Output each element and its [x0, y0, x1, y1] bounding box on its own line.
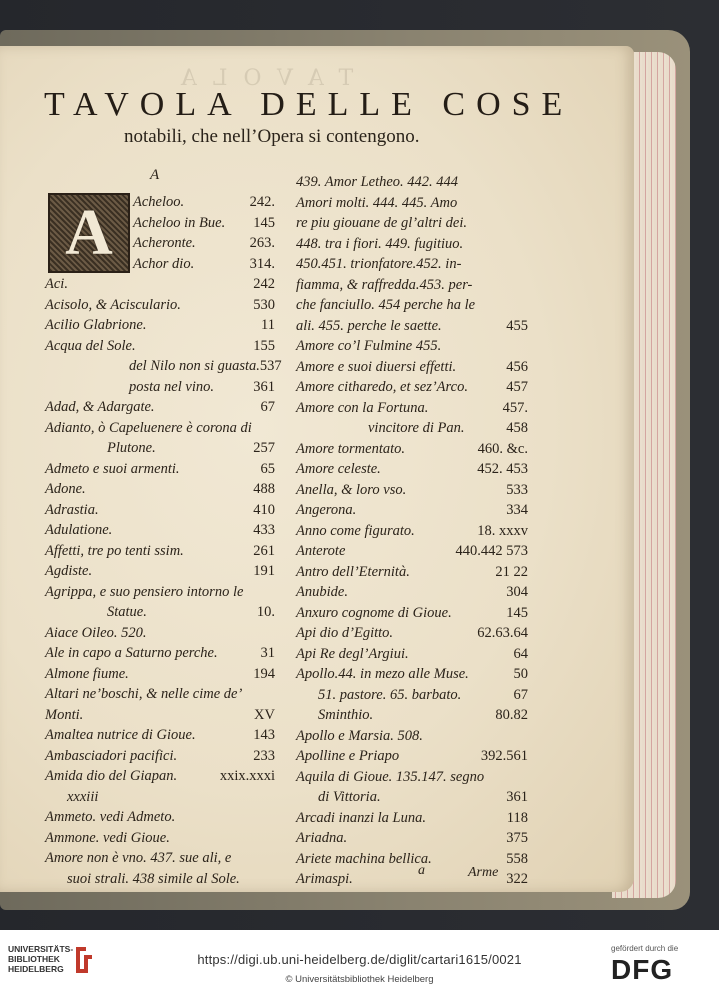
index-entry — [67, 787, 275, 807]
entry-text: Altari ne’boschi, & nelle cime de’ — [45, 686, 243, 702]
index-entry — [45, 725, 275, 745]
index-entry — [45, 664, 275, 684]
index-entry — [296, 603, 528, 623]
entry-page-number: 304 — [506, 584, 528, 600]
entry-page-number: 67 — [513, 686, 528, 703]
entry-text: Acisolo, & Acisculario. — [45, 296, 181, 313]
entry-page-number: 242. — [249, 194, 275, 210]
index-entry — [296, 275, 528, 295]
entry-text: Aiace Oileo. 520. — [45, 624, 147, 641]
entry-text: re piu giouane de gl’altri dei. — [296, 215, 468, 231]
page-subtitle: notabili, che nell’Opera si contengono. — [124, 126, 420, 147]
entry-text: Anella, & loro vso. — [296, 481, 407, 498]
index-entry — [45, 561, 275, 581]
entry-text: che fanciullo. 454 perche ha le — [296, 297, 476, 313]
entry-page-number: 67 — [260, 399, 275, 415]
entry-text: 448. tra i fiori. 449. fugitiuo. — [296, 235, 464, 252]
entry-page-number: 21 22 — [495, 563, 528, 580]
entry-page-number: 361 — [253, 378, 275, 395]
entry-text: Ariadna. — [296, 830, 348, 846]
entry-page-number: 18. xxxv — [477, 522, 528, 539]
entry-text: Api dio d’Egitto. — [296, 625, 394, 641]
entry-page-number: 155 — [253, 337, 275, 354]
funded-by-label: gefördert durch die — [611, 944, 679, 953]
index-entry — [45, 315, 275, 335]
index-entry — [296, 234, 528, 254]
index-entry — [45, 807, 275, 827]
entry-text: Adad, & Adargate. — [45, 399, 155, 415]
index-entry — [133, 254, 275, 274]
entry-page-number: 530 — [253, 296, 275, 313]
entry-text: Amore con la Fortuna. — [296, 399, 429, 416]
entry-text: Agdiste. — [45, 563, 93, 579]
entry-page-number: 50 — [513, 666, 528, 682]
entry-text: Plutone. — [107, 440, 156, 456]
entry-text: Ariete machina bellica. — [296, 850, 432, 867]
entry-text: Ammone. vedi Gioue. — [45, 829, 170, 846]
copyright-notice: © Universitätsbibliothek Heidelberg — [285, 974, 434, 985]
index-entry — [296, 193, 528, 213]
entry-text: Amori molti. 444. 445. Amo — [296, 194, 458, 211]
entry-page-number: 242 — [253, 276, 275, 292]
index-entry — [296, 439, 528, 459]
index-entry — [45, 766, 275, 786]
entry-text: Affetti, tre po tenti ssim. — [45, 542, 184, 559]
index-entry — [45, 479, 275, 499]
index-entry — [296, 623, 528, 643]
entry-text: Amida dio del Giapan. — [45, 768, 178, 784]
entry-text: Anubide. — [296, 584, 348, 600]
index-entry — [45, 418, 275, 438]
entry-text: Adone. — [45, 481, 86, 497]
index-entry — [318, 787, 528, 807]
index-entry — [296, 808, 528, 828]
section-letter: A — [150, 167, 160, 183]
entry-text: vincitore di Pan. — [368, 420, 465, 436]
permalink-url[interactable]: https://digi.ub.uni-heidelberg.de/diglit/cartari1615/0021 — [197, 952, 522, 967]
index-entry — [296, 746, 528, 766]
entry-page-number: 334 — [506, 502, 528, 518]
index-entry — [129, 377, 275, 397]
entry-text: Angerona. — [296, 502, 357, 518]
index-entry — [45, 459, 275, 479]
index-entry — [45, 705, 275, 725]
index-entry — [45, 684, 275, 704]
index-entry — [296, 316, 528, 336]
entry-text: Anterote — [296, 543, 346, 559]
index-entry — [296, 582, 528, 602]
index-entry — [296, 664, 528, 684]
entry-text: Statue. — [107, 604, 147, 620]
entry-page-number: 456 — [506, 358, 528, 375]
entry-page-number: 558 — [506, 850, 528, 867]
index-entry — [296, 480, 528, 500]
initial-letter: A — [65, 196, 113, 269]
entry-page-number: 537 — [259, 358, 282, 374]
index-entry — [133, 192, 275, 212]
entry-text: Ambasciadori pacifici. — [45, 747, 178, 764]
index-entry — [296, 377, 528, 397]
entry-text: Adianto, ò Capeluenere è corona di — [45, 419, 252, 436]
index-entry — [296, 172, 528, 192]
dfg-logo[interactable]: DFG — [611, 954, 674, 985]
entry-page-number: 261 — [253, 542, 275, 559]
entry-text: Arcadi inanzi la Luna. — [296, 809, 426, 826]
entry-text: Aquila di Gioue. 135.147. segno — [296, 768, 485, 785]
entry-page-number: 11 — [261, 317, 275, 333]
entry-page-number: 65 — [260, 460, 275, 477]
entry-text: Amore non è vno. 437. sue ali, e — [45, 850, 232, 866]
entry-text: Anno come figurato. — [296, 522, 415, 539]
index-entry — [45, 520, 275, 540]
entry-text: del Nilo non si guasta. — [129, 358, 260, 374]
entry-page-number: 392.561 — [480, 748, 528, 764]
entry-text: Monti. — [45, 706, 84, 723]
entry-text: Amaltea nutrice di Gioue. — [45, 727, 196, 743]
index-entry — [129, 356, 282, 376]
index-entry — [45, 643, 275, 663]
entry-page-number: 80.82 — [495, 707, 528, 723]
index-entry — [296, 521, 528, 541]
index-entry — [296, 398, 528, 418]
signature-mark: a — [418, 863, 425, 878]
index-entry — [133, 233, 275, 253]
entry-page-number: 410 — [253, 501, 275, 518]
entry-text: Anxuro cognome di Gioue. — [296, 604, 452, 621]
entry-page-number: 257 — [253, 440, 275, 456]
index-entry — [107, 602, 275, 622]
index-entry — [296, 767, 528, 787]
entry-page-number: 145 — [506, 604, 528, 621]
index-entry — [67, 869, 275, 889]
logo-text-line: UNIVERSITÄTS- — [8, 944, 74, 954]
entry-page-number: 375 — [506, 830, 528, 846]
index-entry — [45, 828, 275, 848]
index-entry — [45, 336, 275, 356]
entry-text: Antro dell’Eternità. — [296, 563, 410, 580]
entry-page-number: 145 — [253, 214, 275, 231]
entry-text: 439. Amor Letheo. 442. 444 — [296, 174, 459, 190]
entry-text: Acilio Glabrione. — [45, 317, 147, 333]
entry-page-number: 460. &c. — [477, 440, 528, 457]
entry-page-number: XV — [254, 706, 275, 723]
entry-page-number: 457 — [506, 379, 528, 395]
entry-page-number: xxix.xxxi — [219, 768, 275, 784]
entry-text: Ale in capo a Saturno perche. — [45, 645, 218, 661]
index-entry — [296, 726, 528, 746]
index-entry — [296, 828, 528, 848]
entry-text: Amore citharedo, et sez’Arco. — [296, 379, 468, 395]
index-entry — [45, 848, 275, 868]
index-entry — [45, 274, 275, 294]
index-entry — [296, 459, 528, 479]
entry-page-number: 322 — [506, 871, 528, 887]
entry-text: Arimaspi. — [296, 871, 353, 887]
index-entry — [296, 562, 528, 582]
index-entry — [296, 541, 528, 561]
entry-text: Apolline e Priapo — [296, 748, 400, 764]
index-entry — [296, 254, 528, 274]
entry-text: xxxiii — [67, 788, 99, 805]
entry-page-number: 194 — [253, 665, 275, 682]
entry-page-number: 10. — [256, 604, 275, 620]
index-entry — [318, 685, 528, 705]
entry-page-number: 433 — [253, 522, 275, 538]
entry-page-number: 457. — [502, 399, 528, 416]
entry-text: Almone fiume. — [45, 665, 129, 682]
entry-text: Acheloo in Bue. — [133, 214, 226, 231]
entry-page-number: 233 — [253, 747, 275, 764]
logo-text-line: HEIDELBERG — [8, 964, 64, 974]
index-entry — [133, 213, 275, 233]
index-entry — [45, 295, 275, 315]
entry-text: Acheloo. — [133, 194, 185, 210]
index-entry — [107, 438, 275, 458]
entry-page-number: 118 — [506, 809, 528, 826]
entry-text: Acqua del Sole. — [45, 337, 136, 354]
entry-text: Amore celeste. — [296, 461, 381, 477]
bleed-through-text: TAVOLA — [165, 66, 354, 91]
decorated-initial — [48, 193, 130, 273]
entry-page-number: 455 — [506, 317, 528, 334]
index-entry — [45, 397, 275, 417]
entry-text: Apollo e Marsia. 508. — [296, 727, 423, 744]
index-entry — [296, 357, 528, 377]
entry-text: Achor dio. — [133, 255, 195, 272]
entry-page-number: 31 — [260, 645, 275, 661]
entry-page-number: 533 — [506, 481, 528, 498]
index-entry — [45, 746, 275, 766]
entry-text: ali. 455. perche le saette. — [296, 317, 442, 334]
entry-text: Aci. — [45, 276, 68, 292]
index-entry — [296, 336, 528, 356]
entry-text: Amore e suoi diuersi effetti. — [296, 358, 457, 375]
entry-text: Apollo.44. in mezo alle Muse. — [296, 666, 469, 682]
entry-text: Adulatione. — [45, 522, 113, 538]
entry-page-number: 361 — [506, 789, 528, 805]
entry-text: di Vittoria. — [318, 789, 381, 805]
entry-text: Api Re degl’Argiui. — [296, 645, 409, 662]
entry-page-number: 458 — [506, 420, 528, 436]
entry-page-number: 263. — [249, 235, 275, 251]
entry-text: Amore co’l Fulmine 455. — [296, 338, 442, 354]
entry-page-number: 64 — [513, 645, 528, 662]
index-entry — [296, 500, 528, 520]
entry-text: Acheronte. — [133, 235, 196, 251]
entry-page-number: 191 — [253, 563, 275, 579]
entry-page-number: 488 — [253, 481, 275, 497]
index-entry — [45, 500, 275, 520]
catchword: Arme — [468, 865, 499, 880]
entry-page-number: 314. — [249, 255, 275, 272]
entry-text: fiamma, & raffredda.453. per- — [296, 276, 473, 293]
viewer-footer — [0, 930, 719, 992]
index-entry — [45, 582, 275, 602]
index-entry — [296, 213, 528, 233]
index-entry — [296, 644, 528, 664]
entry-page-number: 143 — [253, 727, 275, 743]
page-title: TAVOLA DELLE COSE — [44, 86, 574, 123]
entry-text: 51. pastore. 65. barbato. — [318, 686, 462, 703]
index-entry — [45, 623, 275, 643]
entry-text: Sminthio. — [318, 707, 374, 723]
entry-text: Admeto e suoi armenti. — [45, 460, 180, 477]
entry-text: 450.451. trionfatore.452. in- — [296, 256, 462, 272]
logo-text-line: BIBLIOTHEK — [8, 954, 60, 964]
index-entry — [368, 418, 528, 438]
index-entry — [318, 705, 528, 725]
entry-text: posta nel vino. — [129, 378, 214, 395]
index-entry — [45, 541, 275, 561]
entry-page-number: 440.442 573 — [455, 543, 528, 559]
entry-page-number: 452. 453 — [477, 461, 528, 477]
entry-text: Agrippa, e suo pensiero intorno le — [45, 583, 244, 600]
entry-text: Ammeto. vedi Admeto. — [45, 809, 176, 825]
entry-text: suoi strali. 438 simile al Sole. — [67, 870, 240, 887]
entry-text: Adrastia. — [45, 501, 99, 518]
entry-text: Amore tormentato. — [296, 440, 406, 457]
index-entry — [296, 295, 528, 315]
entry-page-number: 62.63.64 — [477, 625, 528, 641]
